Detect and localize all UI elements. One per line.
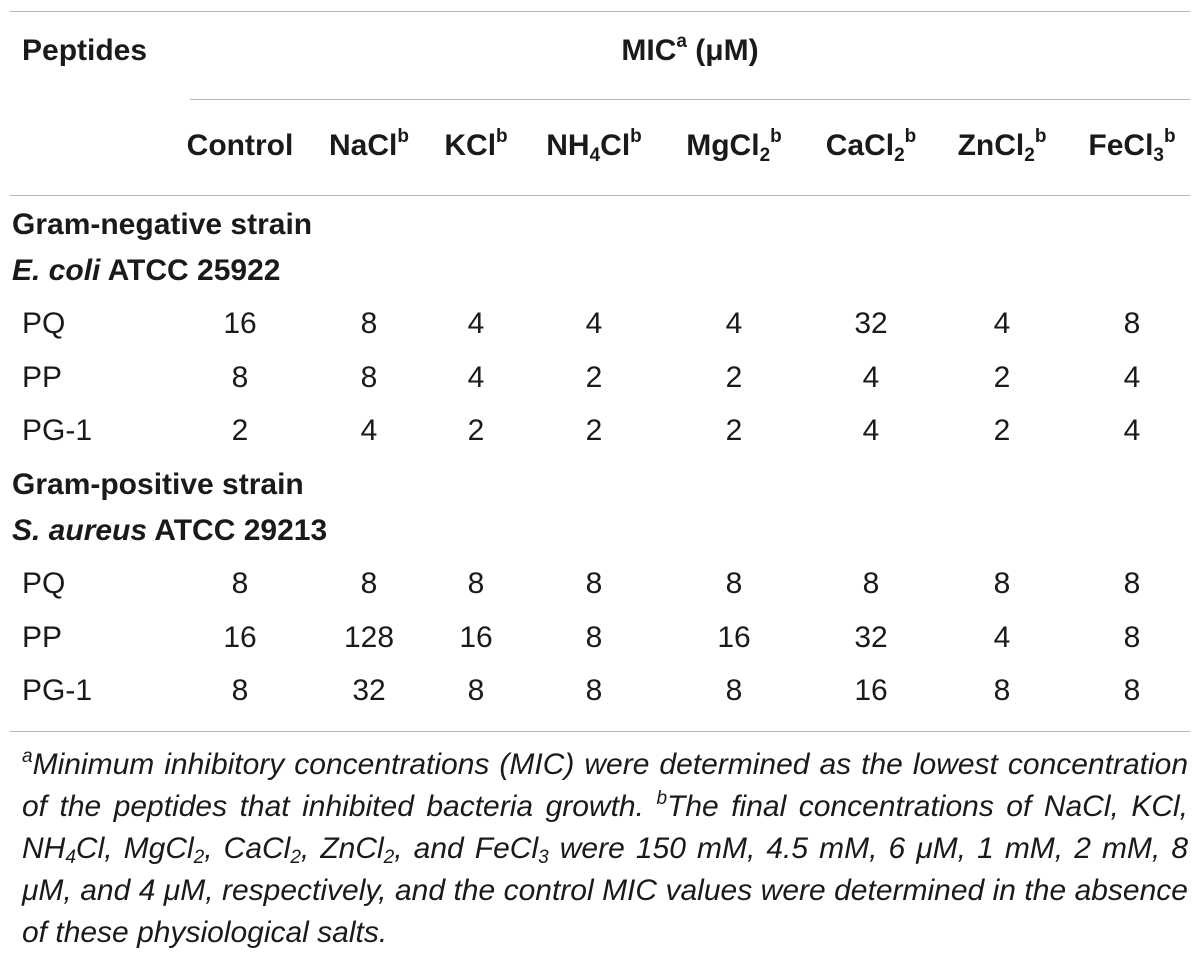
table-cell: 8 (585, 567, 603, 600)
table-cell: 8 (725, 674, 743, 707)
table-cell: 16 (223, 621, 257, 654)
column-header (546, 128, 642, 164)
column-header (329, 128, 409, 164)
table-cell: 8 (1123, 307, 1141, 340)
table-cell: 4 (993, 307, 1011, 340)
table-cell: 16 (223, 307, 257, 340)
table-cell: 8 (993, 567, 1011, 600)
organism-name: E. coli (12, 254, 101, 287)
table-cell: 2 (585, 414, 603, 447)
column-header (686, 128, 782, 164)
table-cell: 8 (360, 567, 378, 600)
column-header (187, 128, 294, 164)
table-cell: 2 (585, 361, 603, 394)
column-header (826, 128, 917, 164)
peptide-name: PG-1 (22, 674, 93, 707)
table-cell: 4 (1123, 361, 1141, 394)
peptide-name: PQ (22, 307, 66, 340)
column-header-label: MgCl (686, 129, 760, 162)
table-cell: 2 (467, 414, 485, 447)
table-cell: 8 (1123, 621, 1141, 654)
footnote-b-text-4: , ZnCl (300, 832, 384, 865)
table-cell: 2 (231, 414, 249, 447)
table-cell: 16 (459, 621, 493, 654)
footnote-sub: 2 (193, 847, 205, 868)
table-cell: 4 (862, 414, 880, 447)
organism-label (12, 513, 327, 549)
peptide-name: PQ (22, 567, 66, 600)
table-cell: 8 (467, 674, 485, 707)
table-footnote (22, 744, 1188, 954)
stub-header: Peptides (22, 34, 148, 67)
column-header-label: ZnCl (957, 129, 1025, 162)
table-cell: 8 (1123, 567, 1141, 600)
group-header-unit: (μM) (695, 34, 759, 67)
column-header-footnote-mark: b (496, 126, 508, 147)
table-cell: 8 (585, 621, 603, 654)
column-header-subscript: 3 (1153, 145, 1164, 166)
table-cell: 16 (717, 621, 751, 654)
table-cell: 8 (1123, 674, 1141, 707)
header-bottom-rule (10, 195, 1190, 196)
column-header (444, 128, 507, 164)
table-cell: 2 (725, 414, 743, 447)
organism-name: S. aureus (12, 514, 148, 547)
table-cell: 8 (231, 674, 249, 707)
table-cell: 8 (862, 567, 880, 600)
column-header-subscript: 2 (894, 145, 905, 166)
peptide-name: PP (22, 361, 63, 394)
table-cell: 8 (993, 674, 1011, 707)
footnote-a-mark: a (22, 746, 33, 767)
column-header-label: FeCl (1088, 129, 1154, 162)
table-cell: 4 (862, 361, 880, 394)
footnote-sub: 2 (383, 847, 395, 868)
column-header-label: CaCl (825, 129, 895, 162)
table-cell: 128 (343, 621, 395, 654)
footnote-sub: 2 (290, 847, 301, 868)
table-cell: 2 (993, 361, 1011, 394)
footnote-sub: 3 (538, 847, 549, 868)
organism-strain: ATCC 29213 (147, 514, 328, 547)
footnote-b-text-6: were 150 mM, 4.5 mM, 6 μM, 1 mM, 2 mM, 8 μM, and 4 μM, respectively, and the control MIC values were determined in the absence of these physiological salts. (22, 832, 1189, 949)
section-title: Gram-negative strain (12, 208, 313, 241)
column-header (958, 128, 1047, 164)
group-header-rule (190, 99, 1190, 100)
section-title: Gram-positive strain (12, 468, 304, 501)
table-cell: 8 (585, 674, 603, 707)
column-header-subscript: 2 (1024, 145, 1035, 166)
column-header-subscript: 2 (759, 145, 771, 166)
top-rule (10, 11, 1190, 12)
table-cell: 8 (231, 361, 249, 394)
table-cell: 8 (467, 567, 485, 600)
table-cell: 2 (725, 361, 743, 394)
column-header-label-rest: Cl (600, 129, 631, 162)
table-cell: 4 (585, 307, 603, 340)
footnote-sub: 4 (65, 847, 76, 868)
column-header-footnote-mark: b (904, 126, 917, 147)
table-cell: 4 (467, 361, 485, 394)
footnote-b-text-1: The final concentrations of NaCl, KCl, NH (22, 790, 1188, 865)
footnote-b-text-2: Cl, MgCl (75, 832, 194, 865)
table-bottom-rule (10, 731, 1190, 732)
column-header-footnote-mark: b (1163, 126, 1176, 147)
column-header (1088, 128, 1175, 164)
group-header-label: MIC (621, 34, 677, 67)
footnote-b-mark: b (656, 788, 668, 809)
table-cell: 32 (854, 621, 888, 654)
column-header-footnote-mark: b (1034, 126, 1047, 147)
table-cell: 4 (467, 307, 485, 340)
table-cell: 8 (231, 567, 249, 600)
column-header-footnote-mark: b (770, 126, 782, 147)
footnote-b-text-5: , and FeCl (394, 832, 539, 865)
peptide-name: PP (22, 621, 63, 654)
table-cell: 8 (360, 361, 378, 394)
table-cell: 32 (352, 674, 386, 707)
table-cell: 16 (854, 674, 888, 707)
group-header-footnote-mark: a (676, 31, 687, 52)
column-header-subscript: 4 (589, 145, 601, 166)
organism-label (12, 253, 280, 289)
group-header (621, 33, 758, 69)
column-header-label: KCl (444, 129, 497, 162)
footnote-a-text: Minimum inhibitory concentrations (MIC) were determined as the lowest concentration of the peptides that inhibited bacteria growth. (22, 748, 1188, 823)
footnote-b-text-3: , CaCl (204, 832, 291, 865)
table-cell: 4 (1123, 414, 1141, 447)
column-header-label: NaCl (329, 129, 398, 162)
column-header-label: NH (546, 129, 590, 162)
table-cell: 4 (725, 307, 743, 340)
peptide-name: PG-1 (22, 414, 93, 447)
table-cell: 2 (993, 414, 1011, 447)
organism-strain: ATCC 25922 (100, 254, 281, 287)
table-cell: 8 (360, 307, 378, 340)
column-header-footnote-mark: b (397, 126, 409, 147)
column-header-label: Control (186, 129, 294, 162)
table-cell: 32 (854, 307, 888, 340)
column-header-footnote-mark: b (630, 126, 642, 147)
table-cell: 4 (360, 414, 378, 447)
table-cell: 8 (725, 567, 743, 600)
table-cell: 4 (993, 621, 1011, 654)
